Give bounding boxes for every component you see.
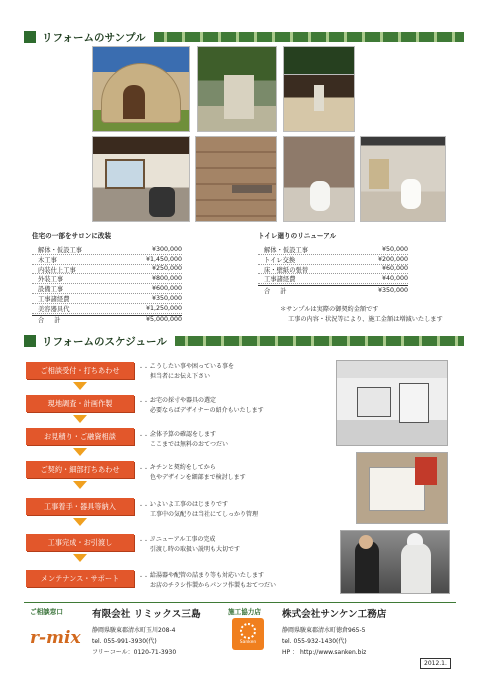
- cost-row: [32, 245, 182, 255]
- cost-item-name: 工事諸経費: [38, 295, 70, 303]
- cost-item-name: 外装工事: [38, 276, 64, 284]
- desc-line: こうしたい事や困っている事を: [150, 363, 235, 370]
- schedule-step-4: ご契約・細部打ちあわせ: [26, 461, 134, 478]
- desc-line: お店のチラシ作製からパンフ作製もおてつだい: [150, 581, 276, 589]
- schedule-step-5: 工事着手・器具等納入: [26, 498, 134, 515]
- company1-freecall: フリーコール：0120-71-3930: [92, 649, 177, 656]
- photo-estimate-documents: [356, 452, 448, 524]
- desc-line: 引渡し時の取扱い説明も大切です: [150, 545, 241, 553]
- photo-salon-interior: [92, 136, 190, 222]
- photo-workers: [340, 530, 450, 594]
- desc-line: 全体予算の確認をします: [150, 431, 217, 438]
- step-description: ・・・ リニューアル工事の完成 引渡し時の取扱い説明も大切です: [138, 536, 241, 553]
- partner-label: 施工協力店: [228, 608, 261, 616]
- photo-toilet-after: [360, 136, 446, 222]
- desc-line: ここまでは無料のおてつだい: [150, 440, 228, 448]
- section-header-samples: [24, 26, 464, 48]
- cost-row: [32, 265, 182, 275]
- sanken-logo: [232, 618, 264, 650]
- cost-item-name: 床・壁紙の張替: [264, 266, 309, 274]
- cost-item-value: ¥250,000: [151, 265, 182, 273]
- cost-item-value: ¥600,000: [151, 285, 182, 293]
- cost-item-name: 木工事: [38, 256, 57, 264]
- section-marker-icon: [24, 335, 36, 347]
- cost-total-row: [258, 285, 408, 295]
- arrow-down-icon: [73, 554, 87, 562]
- arrow-down-icon: [73, 415, 87, 423]
- cost-item-name: 内装仕上工事: [38, 266, 76, 274]
- cost-item-value: ¥200,000: [377, 255, 408, 263]
- desc-line: キチンと契約をしてから: [150, 464, 216, 471]
- desc-line: 工事中の気配りは当社にてしっかり管理: [150, 510, 259, 518]
- cost-caption: 住宅の一部をサロンに改装: [32, 232, 112, 240]
- section-header-schedule: [24, 330, 464, 352]
- section-stripe: [154, 32, 464, 42]
- company2-address: 静岡県駿東郡清水町徳倉965-5: [282, 627, 366, 634]
- cost-row: [32, 284, 182, 294]
- note-line: ＊サンプルは実際の御契約金額です: [280, 306, 379, 313]
- cost-row: [32, 294, 182, 304]
- section-title: リフォームのスケジュール: [42, 335, 167, 348]
- company1-tel: tel. 055-991-3930(代): [92, 638, 157, 645]
- cost-row: [258, 245, 408, 255]
- cost-total-row: [32, 315, 182, 325]
- cost-item-value: ¥350,000: [151, 294, 182, 302]
- footer-divider: [24, 602, 456, 603]
- step-description: ・・・ 給湯器や配管の詰まり等も対応いたします お店のチラシ作製からパンフ作製もおてつだい: [138, 572, 276, 589]
- schedule-step-7: メンテナンス・サポート: [26, 570, 134, 587]
- issue-date: 2012.1.: [420, 658, 451, 669]
- cost-table-toilet: [258, 230, 408, 295]
- sun-icon: [240, 623, 256, 639]
- cost-item-name: 解体・仮設工事: [264, 246, 309, 254]
- cost-row: [258, 255, 408, 265]
- step-description: ・・・ キチンと契約をしてから 色やデザインを細部まで検討します: [138, 464, 246, 481]
- cost-row: [32, 274, 182, 284]
- section-marker-icon: [24, 31, 36, 43]
- rmix-logo: r-mix: [30, 628, 81, 648]
- cost-item-name: 美容器具代: [38, 305, 70, 313]
- note-line: 工事の内容・状況等により、施工金額は増減いたします: [288, 316, 443, 323]
- step-description: ・・・ お宅の採寸や器具の選定 必要ならばデザイナーの紹介もいたします: [138, 397, 264, 414]
- cost-row: [32, 255, 182, 265]
- sample-note: [280, 305, 443, 325]
- consult-label: ご相談窓口: [30, 608, 63, 616]
- cost-row: [258, 274, 408, 284]
- cost-item-value: ¥50,000: [381, 245, 408, 253]
- cost-item-value: ¥800,000: [151, 275, 182, 283]
- cost-row: [258, 265, 408, 275]
- cost-total-value: ¥350,000: [377, 287, 408, 295]
- cost-item-name: トイレ交換: [264, 256, 296, 264]
- photo-exterior-path: [197, 46, 277, 132]
- desc-line: リニューアル工事の完成: [150, 536, 216, 543]
- sanken-logo-text: Sanken: [239, 640, 257, 645]
- arrow-down-icon: [73, 481, 87, 489]
- desc-line: お宅の採寸や器具の選定: [150, 397, 217, 404]
- cost-item-value: ¥60,000: [381, 265, 408, 273]
- company2-tel: tel. 055-932-1430(代): [282, 638, 347, 645]
- desc-line: いよいよ工事のはじまりです: [150, 501, 229, 508]
- cost-item-name: 解体・仮設工事: [38, 246, 83, 254]
- arrow-down-icon: [73, 382, 87, 390]
- cost-caption: トイレ廻りのリニューアル: [258, 232, 337, 240]
- photo-toilet-before: [283, 136, 355, 222]
- cost-row: [32, 304, 182, 314]
- company2-hp: HP ： http://www.sanken.biz: [282, 649, 367, 656]
- cost-item-name: 工事諸経費: [264, 276, 296, 284]
- cost-item-value: ¥300,000: [151, 245, 182, 253]
- cost-total-label: 合 計: [264, 288, 291, 296]
- arrow-down-icon: [73, 518, 87, 526]
- cost-table-salon: [32, 230, 182, 324]
- desc-line: 必要ならばデザイナーの紹介もいたします: [150, 406, 264, 414]
- section-title: リフォームのサンプル: [42, 31, 146, 44]
- photo-3d-rendering: [336, 360, 448, 446]
- schedule-step-3: お見積り・ご融資相談: [26, 428, 134, 445]
- schedule-step-2: 現地調査・計画作製: [26, 395, 134, 412]
- cost-total-value: ¥5,000,000: [145, 316, 182, 324]
- cost-item-value: ¥40,000: [381, 275, 408, 283]
- step-description: ・・・ こうしたい事や困っている事を 担当者にお伝え下さい: [138, 363, 235, 380]
- desc-line: 担当者にお伝え下さい: [150, 372, 211, 380]
- cost-total-label: 合 計: [38, 317, 65, 325]
- company1-address: 静岡県駿東郡清水町玉川208-4: [92, 627, 176, 634]
- desc-line: 色やデザインを細部まで検討します: [150, 473, 246, 481]
- company2-name: 株式会社サンケン工務店: [282, 609, 387, 620]
- photo-salon-wall: [195, 136, 277, 222]
- schedule-step-1: ご相談受付・打ちあわせ: [26, 362, 134, 379]
- photo-salon-exterior: [92, 46, 190, 132]
- cost-item-value: ¥1,450,000: [145, 255, 182, 263]
- company1-name: 有限会社 リミックス三島: [92, 609, 201, 620]
- arrow-down-icon: [73, 448, 87, 456]
- cost-item-value: ¥1,250,000: [145, 304, 182, 312]
- desc-line: 給湯器や配管の詰まり等も対応いたします: [150, 572, 265, 579]
- step-description: ・・・ いよいよ工事のはじまりです 工事中の気配りは当社にてしっかり管理: [138, 501, 259, 518]
- cost-item-name: 設備工事: [38, 286, 64, 294]
- schedule-step-6: 工事完成・お引渡し: [26, 534, 134, 551]
- step-description: ・・・ 全体予算の確認をします ここまでは無料のおてつだい: [138, 431, 228, 448]
- section-stripe: [175, 336, 464, 346]
- photo-salon-counter: [283, 74, 355, 132]
